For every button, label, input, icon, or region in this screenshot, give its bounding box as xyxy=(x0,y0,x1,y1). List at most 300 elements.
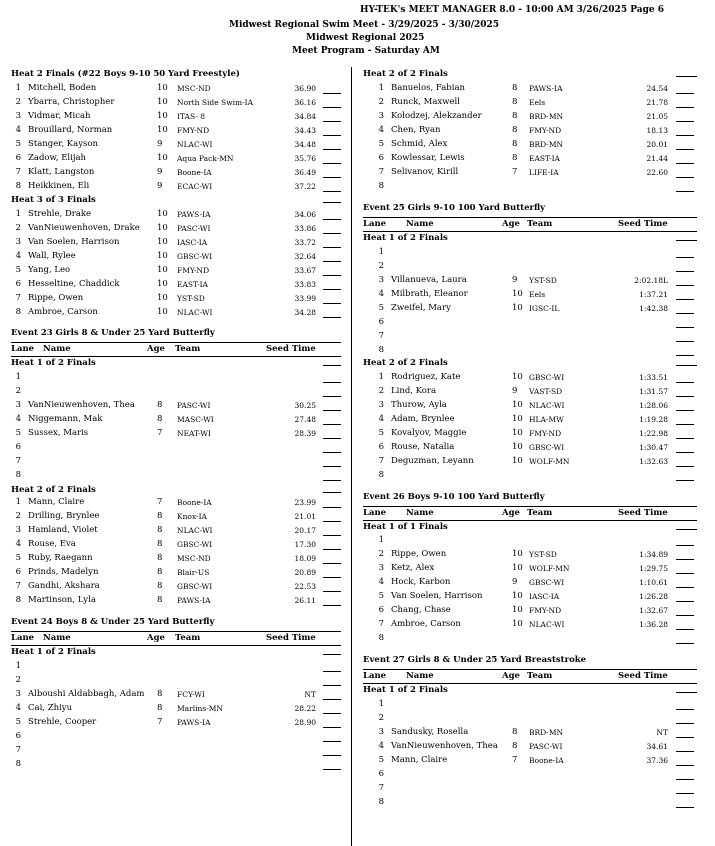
swimmer-team: PASC-WI xyxy=(177,401,211,410)
finish-time-blank xyxy=(323,261,341,262)
col-age-header: Age xyxy=(502,219,520,229)
swimmer-team: NLAC-WI xyxy=(177,526,213,535)
swimmer-name: Lind, Kora xyxy=(391,386,437,396)
lane-number: 3 xyxy=(378,400,384,410)
col-age-header: Age xyxy=(502,671,520,681)
seed-time: 21.44 xyxy=(646,154,668,163)
swimmer-name: Ambroe, Carson xyxy=(28,307,98,317)
lane-number: 1 xyxy=(378,83,384,93)
finish-time-blank xyxy=(676,643,694,644)
swimmer-age: 10 xyxy=(157,223,168,233)
swimmer-age: 10 xyxy=(157,237,168,247)
finish-time-blank xyxy=(676,341,694,342)
seed-time: 1:19.28 xyxy=(639,415,668,424)
swimmer-name: Hock, Karbon xyxy=(391,577,451,587)
swimmer-team: IASC-IA xyxy=(177,238,208,247)
swimmer-name: Ybarra, Christopher xyxy=(28,97,115,107)
heat-rule xyxy=(323,654,341,655)
lane-number: 5 xyxy=(378,591,384,601)
swimmer-age: 8 xyxy=(512,125,518,135)
heat-rule xyxy=(676,529,697,530)
swimmer-age: 10 xyxy=(157,265,168,275)
finish-time-blank xyxy=(323,507,341,508)
meet-name: Midwest Regional Swim Meet - 3/29/2025 - 3/30/2025 xyxy=(229,20,500,30)
seed-time: 23.99 xyxy=(294,498,316,507)
seed-time: 33.67 xyxy=(294,266,316,275)
seed-time: 1:10.61 xyxy=(639,578,668,587)
seed-time: 21.78 xyxy=(646,98,668,107)
swimmer-age: 9 xyxy=(157,167,163,177)
finish-time-blank xyxy=(676,480,694,481)
finish-time-blank xyxy=(323,769,341,770)
swimmer-name: VanNieuwenhoven, Thea xyxy=(391,741,498,751)
lane-number: 6 xyxy=(15,442,21,452)
heat-rule xyxy=(676,365,697,366)
finish-time-blank xyxy=(676,545,694,546)
swimmer-name: Klatt, Langston xyxy=(28,167,95,177)
finish-time-blank xyxy=(676,793,694,794)
col-lane-header: Lane xyxy=(11,344,35,354)
lane-number: 8 xyxy=(378,470,384,480)
seed-time: 22.53 xyxy=(294,582,316,591)
lane-number: 5 xyxy=(378,428,384,438)
swimmer-name: Sandusky, Rosella xyxy=(391,727,469,737)
seed-time: 37.22 xyxy=(294,182,316,191)
swimmer-name: Zweifel, Mary xyxy=(391,303,451,313)
seed-time: 33.83 xyxy=(294,280,316,289)
swimmer-team: BRD-MN xyxy=(529,140,564,149)
swimmer-age: 10 xyxy=(512,289,523,299)
lane-number: 3 xyxy=(378,563,384,573)
finish-time-blank xyxy=(676,177,694,178)
swimmer-team: Marlins-MN xyxy=(177,704,223,713)
event-title: Event 24 Boys 8 & Under 25 Yard Butterfly xyxy=(11,617,215,627)
swimmer-name: Heikkinen, Eli xyxy=(28,181,90,191)
report-info: HY-TEK's MEET MANAGER 8.0 - 10:00 AM 3/26/2025 Page 6 xyxy=(360,5,664,15)
swimmer-team: EAST-IA xyxy=(177,280,208,289)
finish-time-blank xyxy=(323,671,341,672)
swimmer-team: BRD-MN xyxy=(529,112,564,121)
heat-title: Heat 2 Finals (#22 Boys 9-10 50 Yard Freestyle) xyxy=(11,69,240,79)
lane-number: 4 xyxy=(15,125,21,135)
seed-time: 1:42.38 xyxy=(639,304,668,313)
swimmer-age: 10 xyxy=(512,400,523,410)
seed-time: 1:33.51 xyxy=(639,373,668,382)
col-lane-header: Lane xyxy=(11,633,35,643)
finish-time-blank xyxy=(323,219,341,220)
swimmer-name: VanNieuwenhoven, Drake xyxy=(28,223,140,233)
finish-time-blank xyxy=(676,615,694,616)
swimmer-age: 10 xyxy=(512,619,523,629)
finish-time-blank xyxy=(323,135,341,136)
finish-time-blank xyxy=(323,466,341,467)
session-title: Meet Program - Saturday AM xyxy=(292,46,440,56)
swimmer-name: Chang, Chase xyxy=(391,605,451,615)
swimmer-age: 9 xyxy=(157,181,163,191)
swimmer-name: Strehle, Drake xyxy=(28,209,92,219)
lane-number: 5 xyxy=(15,139,21,149)
finish-time-blank xyxy=(323,107,341,108)
col-team-header: Team xyxy=(175,633,201,643)
lane-number: 2 xyxy=(378,261,384,271)
lane-number: 7 xyxy=(15,745,21,755)
finish-time-blank xyxy=(676,410,694,411)
swimmer-age: 10 xyxy=(512,549,523,559)
swimmer-team: FMY-ND xyxy=(529,429,562,438)
finish-time-blank xyxy=(323,303,341,304)
swimmer-team: MSC-ND xyxy=(177,84,211,93)
seed-time: NT xyxy=(656,728,668,737)
lane-number: 8 xyxy=(15,595,21,605)
swimmer-team: YST-SD xyxy=(177,294,205,303)
finish-time-blank xyxy=(676,396,694,397)
header-rule-top xyxy=(363,217,697,218)
swimmer-team: Eels xyxy=(529,98,546,107)
col-team-header: Team xyxy=(527,671,553,681)
lane-number: 6 xyxy=(378,769,384,779)
header-rule-top xyxy=(363,669,697,670)
lane-number: 6 xyxy=(15,153,21,163)
lane-number: 8 xyxy=(378,345,384,355)
heat-title: Heat 1 of 2 Finals xyxy=(363,685,448,695)
lane-number: 4 xyxy=(378,577,384,587)
finish-time-blank xyxy=(676,751,694,752)
finish-time-blank xyxy=(323,247,341,248)
swimmer-team: YST-SD xyxy=(529,550,557,559)
swimmer-team: NEAT-WI xyxy=(177,429,211,438)
swimmer-name: Runck, Maxwell xyxy=(391,97,460,107)
lane-number: 8 xyxy=(15,181,21,191)
swimmer-age: 8 xyxy=(157,414,163,424)
swimmer-age: 10 xyxy=(512,442,523,452)
seed-time: 20.17 xyxy=(294,526,316,535)
lane-number: 1 xyxy=(15,661,21,671)
swimmer-team: PASC-WI xyxy=(529,742,563,751)
finish-time-blank xyxy=(323,163,341,164)
swimmer-age: 8 xyxy=(512,727,518,737)
finish-time-blank xyxy=(676,93,694,94)
swimmer-name: Vidmar, Micah xyxy=(28,111,91,121)
swimmer-team: Boone-IA xyxy=(177,168,212,177)
swimmer-age: 9 xyxy=(512,577,518,587)
swimmer-name: Rouse, Eva xyxy=(28,539,76,549)
swimmer-team: VAST-SD xyxy=(529,387,563,396)
lane-number: 5 xyxy=(378,303,384,313)
column-divider xyxy=(351,67,352,846)
swimmer-team: WOLF-MN xyxy=(529,457,570,466)
lane-number: 2 xyxy=(378,97,384,107)
col-seed-header: Seed Time xyxy=(266,344,316,354)
col-team-header: Team xyxy=(175,344,201,354)
col-seed-header: Seed Time xyxy=(618,219,668,229)
finish-time-blank xyxy=(323,563,341,564)
swimmer-age: 10 xyxy=(157,97,168,107)
swimmer-team: MSC-ND xyxy=(177,554,211,563)
swimmer-name: Banuelos, Fabian xyxy=(391,83,465,93)
lane-number: 1 xyxy=(378,699,384,709)
finish-time-blank xyxy=(676,779,694,780)
swimmer-team: Aqua Pack-MN xyxy=(177,154,234,163)
lane-number: 4 xyxy=(378,289,384,299)
swimmer-age: 10 xyxy=(157,83,168,93)
finish-time-blank xyxy=(676,285,694,286)
lane-number: 1 xyxy=(378,247,384,257)
lane-number: 3 xyxy=(15,237,21,247)
header-rule-bottom xyxy=(363,231,697,232)
swimmer-team: PASC-WI xyxy=(177,224,211,233)
finish-time-blank xyxy=(323,438,341,439)
lane-number: 1 xyxy=(378,372,384,382)
finish-time-blank xyxy=(323,424,341,425)
seed-time: 34.06 xyxy=(294,210,316,219)
lane-number: 3 xyxy=(378,275,384,285)
seed-time: 28.39 xyxy=(294,429,316,438)
seed-time: 18.09 xyxy=(294,554,316,563)
col-name-header: Name xyxy=(43,633,71,643)
finish-time-blank xyxy=(323,577,341,578)
finish-time-blank xyxy=(676,438,694,439)
swimmer-team: PAWS-IA xyxy=(177,718,211,727)
col-lane-header: Lane xyxy=(363,671,387,681)
lane-number: 5 xyxy=(15,553,21,563)
finish-time-blank xyxy=(323,382,341,383)
swimmer-age: 10 xyxy=(512,414,523,424)
swimmer-team: GBSC-WI xyxy=(529,578,565,587)
heat-rule xyxy=(676,76,697,77)
swimmer-team: IGSC-IL xyxy=(529,304,560,313)
seed-time: 21.05 xyxy=(646,112,668,121)
swimmer-name: Adam, Brynlee xyxy=(391,414,455,424)
swimmer-team: GBSC-WI xyxy=(529,443,565,452)
finish-time-blank xyxy=(676,629,694,630)
header-rule-top xyxy=(11,631,341,632)
seed-time: 21.01 xyxy=(294,512,316,521)
lane-number: 7 xyxy=(378,783,384,793)
swimmer-age: 7 xyxy=(157,428,163,438)
lane-number: 3 xyxy=(15,111,21,121)
seed-time: 34.61 xyxy=(646,742,668,751)
lane-number: 5 xyxy=(15,428,21,438)
finish-time-blank xyxy=(323,410,341,411)
swimmer-name: Thurow, Ayla xyxy=(391,400,447,410)
seed-time: 37.36 xyxy=(646,756,668,765)
swimmer-name: Mann, Claire xyxy=(391,755,448,765)
seed-time: 1:26.28 xyxy=(639,592,668,601)
seed-time: 28.22 xyxy=(294,704,316,713)
seed-time: 33.99 xyxy=(294,294,316,303)
swimmer-team: FMY-ND xyxy=(177,266,210,275)
swimmer-age: 10 xyxy=(157,125,168,135)
swimmer-team: FMY-ND xyxy=(529,606,562,615)
seed-time: 30.25 xyxy=(294,401,316,410)
seed-time: 1:34.89 xyxy=(639,550,668,559)
header-rule-bottom xyxy=(363,520,697,521)
lane-number: 4 xyxy=(15,703,21,713)
swimmer-age: 8 xyxy=(157,689,163,699)
finish-time-blank xyxy=(323,727,341,728)
col-name-header: Name xyxy=(406,508,434,518)
lane-number: 8 xyxy=(378,181,384,191)
header-rule-bottom xyxy=(363,683,697,684)
finish-time-blank xyxy=(323,149,341,150)
swimmer-team: Boone-IA xyxy=(529,756,564,765)
finish-time-blank xyxy=(323,289,341,290)
lane-number: 2 xyxy=(378,713,384,723)
swimmer-team: GBSC-WI xyxy=(529,373,565,382)
finish-time-blank xyxy=(676,601,694,602)
swimmer-name: Yang, Leo xyxy=(28,265,71,275)
event-title: Event 26 Boys 9-10 100 Yard Butterfly xyxy=(363,492,545,502)
lane-number: 7 xyxy=(15,456,21,466)
heat-title: Heat 1 of 2 Finals xyxy=(363,233,448,243)
lane-number: 3 xyxy=(378,727,384,737)
swimmer-name: Strehle, Cooper xyxy=(28,717,97,727)
finish-time-blank xyxy=(676,424,694,425)
seed-time: 34.28 xyxy=(294,308,316,317)
swimmer-age: 8 xyxy=(512,111,518,121)
seed-time: 26.11 xyxy=(294,596,316,605)
swimmer-age: 8 xyxy=(157,525,163,535)
finish-time-blank xyxy=(676,107,694,108)
finish-time-blank xyxy=(323,549,341,550)
swimmer-age: 8 xyxy=(157,511,163,521)
seed-time: 36.16 xyxy=(294,98,316,107)
swimmer-age: 8 xyxy=(157,567,163,577)
lane-number: 3 xyxy=(15,689,21,699)
lane-number: 2 xyxy=(15,386,21,396)
swimmer-age: 10 xyxy=(512,605,523,615)
seed-time: 33.72 xyxy=(294,238,316,247)
finish-time-blank xyxy=(676,299,694,300)
lane-number: 7 xyxy=(378,167,384,177)
finish-time-blank xyxy=(323,685,341,686)
lane-number: 2 xyxy=(378,549,384,559)
finish-time-blank xyxy=(676,257,694,258)
lane-number: 6 xyxy=(15,567,21,577)
swimmer-age: 10 xyxy=(512,372,523,382)
swimmer-age: 7 xyxy=(512,755,518,765)
swimmer-age: 8 xyxy=(157,400,163,410)
header-rule-top xyxy=(11,342,341,343)
finish-time-blank xyxy=(676,121,694,122)
heat-rule xyxy=(323,492,341,493)
finish-time-blank xyxy=(323,93,341,94)
lane-number: 1 xyxy=(15,83,21,93)
swimmer-age: 9 xyxy=(512,386,518,396)
seed-time: 34.43 xyxy=(294,126,316,135)
seed-time: 1:30.47 xyxy=(639,443,668,452)
swimmer-team: EAST-IA xyxy=(529,154,560,163)
lane-number: 7 xyxy=(378,619,384,629)
swimmer-name: Ketz, Alex xyxy=(391,563,435,573)
finish-time-blank xyxy=(323,741,341,742)
swimmer-age: 8 xyxy=(157,581,163,591)
lane-number: 4 xyxy=(15,414,21,424)
swimmer-team: IASC-IA xyxy=(529,592,560,601)
finish-time-blank xyxy=(323,591,341,592)
seed-time: 36.90 xyxy=(294,84,316,93)
finish-time-blank xyxy=(323,191,341,192)
seed-time: 36.49 xyxy=(294,168,316,177)
lane-number: 7 xyxy=(15,581,21,591)
swimmer-team: NLAC-WI xyxy=(177,140,213,149)
lane-number: 7 xyxy=(378,456,384,466)
swimmer-name: Prinds, Madelyn xyxy=(28,567,99,577)
swimmer-team: North Side Swim-IA xyxy=(177,98,254,107)
swimmer-name: Drilling, Brynlee xyxy=(28,511,100,521)
swimmer-name: Rodriguez, Kate xyxy=(391,372,461,382)
finish-time-blank xyxy=(676,559,694,560)
swimmer-name: Villanueva, Laura xyxy=(391,275,467,285)
swimmer-age: 10 xyxy=(157,293,168,303)
finish-time-blank xyxy=(676,327,694,328)
finish-time-blank xyxy=(323,177,341,178)
finish-time-blank xyxy=(323,755,341,756)
finish-time-blank xyxy=(676,737,694,738)
seed-time: 1:37.21 xyxy=(639,290,668,299)
swimmer-age: 10 xyxy=(157,153,168,163)
swimmer-name: Rouse, Natalia xyxy=(391,442,455,452)
swimmer-name: Ruby, Raegann xyxy=(28,553,93,563)
swimmer-name: Ambroe, Carson xyxy=(391,619,461,629)
event-title: Event 27 Girls 8 & Under 25 Yard Breaststroke xyxy=(363,655,587,665)
heat-rule xyxy=(323,365,341,366)
finish-time-blank xyxy=(676,313,694,314)
lane-number: 4 xyxy=(15,251,21,261)
seed-time: 1:32.67 xyxy=(639,606,668,615)
seed-time: 1:29.75 xyxy=(639,564,668,573)
lane-number: 7 xyxy=(15,167,21,177)
finish-time-blank xyxy=(676,163,694,164)
seed-time: 1:28.06 xyxy=(639,401,668,410)
swimmer-name: Kolodzej, Alekzander xyxy=(391,111,482,121)
swimmer-team: FCY-WI xyxy=(177,690,205,699)
swimmer-team: GBSC-WI xyxy=(177,540,213,549)
lane-number: 5 xyxy=(15,717,21,727)
heat-rule xyxy=(676,240,697,241)
swimmer-team: GBSC-WI xyxy=(177,252,213,261)
seed-time: NT xyxy=(304,690,316,699)
col-seed-header: Seed Time xyxy=(266,633,316,643)
lane-number: 3 xyxy=(15,400,21,410)
swimmer-team: YST-SD xyxy=(529,276,557,285)
swimmer-age: 10 xyxy=(512,563,523,573)
swimmer-team: PAWS-IA xyxy=(177,596,211,605)
swimmer-age: 7 xyxy=(512,167,518,177)
swimmer-team: Blair-US xyxy=(177,568,210,577)
seed-time: 24.54 xyxy=(646,84,668,93)
seed-time: 1:22.98 xyxy=(639,429,668,438)
finish-time-blank xyxy=(676,191,694,192)
finish-time-blank xyxy=(323,713,341,714)
col-lane-header: Lane xyxy=(363,219,387,229)
finish-time-blank xyxy=(676,149,694,150)
swimmer-age: 10 xyxy=(157,251,168,261)
swimmer-name: Martinson, Lyla xyxy=(28,595,96,605)
swimmer-team: MASC-WI xyxy=(177,415,214,424)
finish-time-blank xyxy=(676,382,694,383)
heat-title: Heat 3 of 3 Finals xyxy=(11,195,96,205)
seed-time: 28.90 xyxy=(294,718,316,727)
lane-number: 7 xyxy=(15,293,21,303)
lane-number: 4 xyxy=(378,125,384,135)
swimmer-age: 7 xyxy=(157,717,163,727)
lane-number: 1 xyxy=(15,372,21,382)
swimmer-name: VanNieuwenhoven, Thea xyxy=(28,400,135,410)
finish-time-blank xyxy=(323,396,341,397)
seed-time: 1:32.63 xyxy=(639,457,668,466)
lane-number: 5 xyxy=(378,755,384,765)
